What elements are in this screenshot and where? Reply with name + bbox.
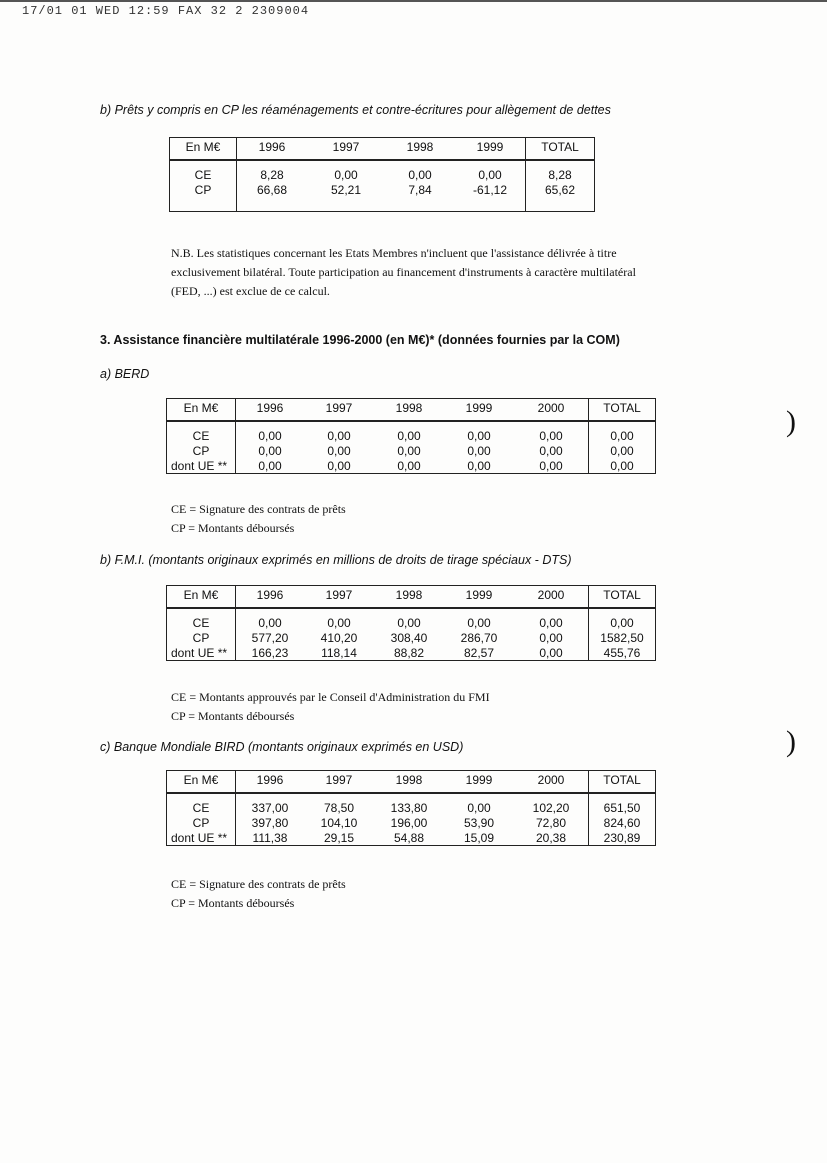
cell: 0,00: [467, 458, 491, 473]
cell: 308,40: [390, 630, 428, 645]
cell: 166,23: [251, 645, 289, 660]
cell: 0,00: [397, 443, 421, 458]
row-label: CE: [170, 167, 237, 182]
cell: 29,15: [323, 830, 355, 845]
cell: 15,09: [463, 830, 495, 845]
col-header: 1996: [237, 138, 308, 161]
cell: 8,28: [526, 167, 595, 182]
col-header: TOTAL: [589, 399, 656, 422]
cell: 0,00: [467, 428, 491, 443]
cell: 54,88: [393, 830, 425, 845]
bird-table: [166, 770, 656, 846]
col-header: En M€: [167, 399, 236, 422]
cell: 78,50: [323, 800, 355, 815]
margin-mark: ): [786, 405, 796, 438]
cell: 824,60: [589, 815, 656, 830]
col-header: 1998: [374, 399, 444, 422]
cell: 104,10: [320, 815, 358, 830]
cell: 0,00: [397, 428, 421, 443]
col-header: 1997: [307, 138, 385, 161]
cell: 0,00: [327, 443, 351, 458]
row-label: dont UE **: [167, 458, 236, 474]
row-label: CE: [167, 800, 236, 815]
note-line: CP = Montants déboursés: [171, 521, 295, 535]
cell: 118,14: [321, 645, 357, 660]
col-header: 1997: [304, 586, 374, 609]
col-header: 1998: [385, 138, 455, 161]
cell: 20,38: [535, 830, 567, 845]
cell: 0,00: [539, 615, 563, 630]
col-header: En M€: [167, 771, 236, 794]
note-line: CE = Montants approuvés par le Conseil d'Administration du FMI: [171, 690, 490, 704]
prets-heading: b) Prêts y compris en CP les réaménagements et contre-écritures pour allègement de dettes: [100, 103, 611, 117]
cell: 337,00: [251, 800, 289, 815]
cell: 230,89: [589, 830, 656, 846]
cell: 577,20: [251, 630, 289, 645]
cell: 0,00: [467, 800, 491, 815]
cell: 455,76: [589, 645, 656, 661]
fax-header: 17/01 01 WED 12:59 FAX 32 2 2309004: [22, 4, 310, 18]
col-header: 1997: [304, 399, 374, 422]
cell: 0,00: [258, 443, 282, 458]
row-label: dont UE **: [167, 830, 236, 846]
cell: 0,00: [478, 167, 502, 182]
berd-heading: a) BERD: [100, 367, 150, 381]
note-line: exclusivement bilatéral. Toute participation au financement d'instruments à caractère multilatéral: [171, 265, 636, 279]
row-label: CP: [167, 815, 236, 830]
cell: 66,68: [256, 182, 288, 197]
table-header-row: [167, 586, 656, 609]
cell: 0,00: [467, 443, 491, 458]
cell: 0,00: [397, 615, 421, 630]
table-row: [167, 800, 656, 815]
table-row: [167, 428, 656, 443]
col-header: 2000: [514, 771, 589, 794]
row-label: CE: [167, 615, 236, 630]
fmi-note: [171, 688, 490, 726]
row-label: CE: [167, 428, 236, 443]
col-header: 1998: [374, 771, 444, 794]
fmi-heading: b) F.M.I. (montants originaux exprimés en millions de droits de tirage spéciaux - DTS): [100, 553, 572, 567]
cell: 72,80: [535, 815, 567, 830]
table-header-row: [167, 399, 656, 422]
row-label: dont UE **: [167, 645, 236, 661]
col-header: 1996: [236, 771, 305, 794]
cell: 651,50: [589, 800, 656, 815]
cell: 0,00: [539, 645, 563, 660]
cell: 52,21: [330, 182, 362, 197]
row-label: CP: [167, 630, 236, 645]
cell: 0,00: [467, 615, 491, 630]
col-header: En M€: [167, 586, 236, 609]
col-header: TOTAL: [589, 771, 656, 794]
cell: 111,38: [252, 830, 288, 845]
cell: 102,20: [532, 800, 570, 815]
top-rule: [0, 0, 827, 2]
cell: 286,70: [460, 630, 498, 645]
note-line: CP = Montants déboursés: [171, 709, 295, 723]
col-header: 1999: [444, 586, 514, 609]
margin-mark: ): [786, 725, 796, 758]
cell: 0,00: [589, 458, 656, 474]
cell: 0,00: [397, 458, 421, 473]
cell: 196,00: [390, 815, 428, 830]
cell: 0,00: [327, 458, 351, 473]
col-header: 1999: [455, 138, 526, 161]
cell: 65,62: [526, 182, 595, 197]
col-header: 1998: [374, 586, 444, 609]
cell: 88,82: [393, 645, 425, 660]
table-row: [167, 443, 656, 458]
berd-note: [171, 500, 346, 538]
table-row: [167, 830, 656, 846]
cell: 1582,50: [589, 630, 656, 645]
bird-heading: c) Banque Mondiale BIRD (montants originaux exprimés en USD): [100, 740, 464, 754]
cell: -61,12: [472, 182, 508, 197]
cell: 0,00: [334, 167, 358, 182]
col-header: TOTAL: [589, 586, 656, 609]
col-header: 1996: [236, 399, 305, 422]
berd-table: [166, 398, 656, 474]
cell: 82,57: [463, 645, 495, 660]
cell: 0,00: [539, 630, 563, 645]
note-line: CE = Signature des contrats de prêts: [171, 502, 346, 516]
col-header: TOTAL: [526, 138, 595, 161]
cell: 0,00: [258, 615, 282, 630]
cell: 0,00: [539, 443, 563, 458]
cell: 0,00: [258, 428, 282, 443]
table-row: [170, 182, 595, 197]
cell: 0,00: [327, 428, 351, 443]
cell: 410,20: [320, 630, 358, 645]
bird-note: [171, 875, 346, 913]
cell: 53,90: [463, 815, 495, 830]
cell: 397,80: [251, 815, 289, 830]
col-header: 1999: [444, 399, 514, 422]
cell: 0,00: [539, 428, 563, 443]
cell: 0,00: [408, 167, 432, 182]
row-label: CP: [167, 443, 236, 458]
col-header: 1997: [304, 771, 374, 794]
cell: 7,84: [408, 182, 432, 197]
table-row: [170, 167, 595, 182]
col-header: En M€: [170, 138, 237, 161]
col-header: 2000: [514, 399, 589, 422]
cell: 0,00: [589, 428, 656, 443]
table-row: [167, 615, 656, 630]
cell: 0,00: [539, 458, 563, 473]
table-row: [167, 815, 656, 830]
col-header: 1996: [236, 586, 305, 609]
note-line: N.B. Les statistiques concernant les Etats Membres n'incluent que l'assistance délivrée à titre: [171, 246, 617, 260]
cell: 0,00: [589, 443, 656, 458]
row-label: CP: [170, 182, 237, 197]
prets-table: [169, 137, 595, 212]
table-row: [167, 458, 656, 474]
table-header-row: [170, 138, 595, 161]
cell: 0,00: [589, 615, 656, 630]
note-line: CP = Montants déboursés: [171, 896, 295, 910]
note-line: CE = Signature des contrats de prêts: [171, 877, 346, 891]
col-header: 2000: [514, 586, 589, 609]
col-header: 1999: [444, 771, 514, 794]
fmi-table: [166, 585, 656, 661]
section-3-heading: 3. Assistance financière multilatérale 1996-2000 (en M€)* (données fournies par la COM): [100, 333, 620, 347]
cell: 133,80: [390, 800, 428, 815]
prets-note: [171, 244, 636, 301]
table-row: [167, 630, 656, 645]
cell: 8,28: [260, 167, 284, 182]
table-header-row: [167, 771, 656, 794]
cell: 0,00: [258, 458, 282, 473]
cell: 0,00: [327, 615, 351, 630]
table-row: [167, 645, 656, 661]
note-line: (FED, ...) est exclue de ce calcul.: [171, 284, 330, 298]
